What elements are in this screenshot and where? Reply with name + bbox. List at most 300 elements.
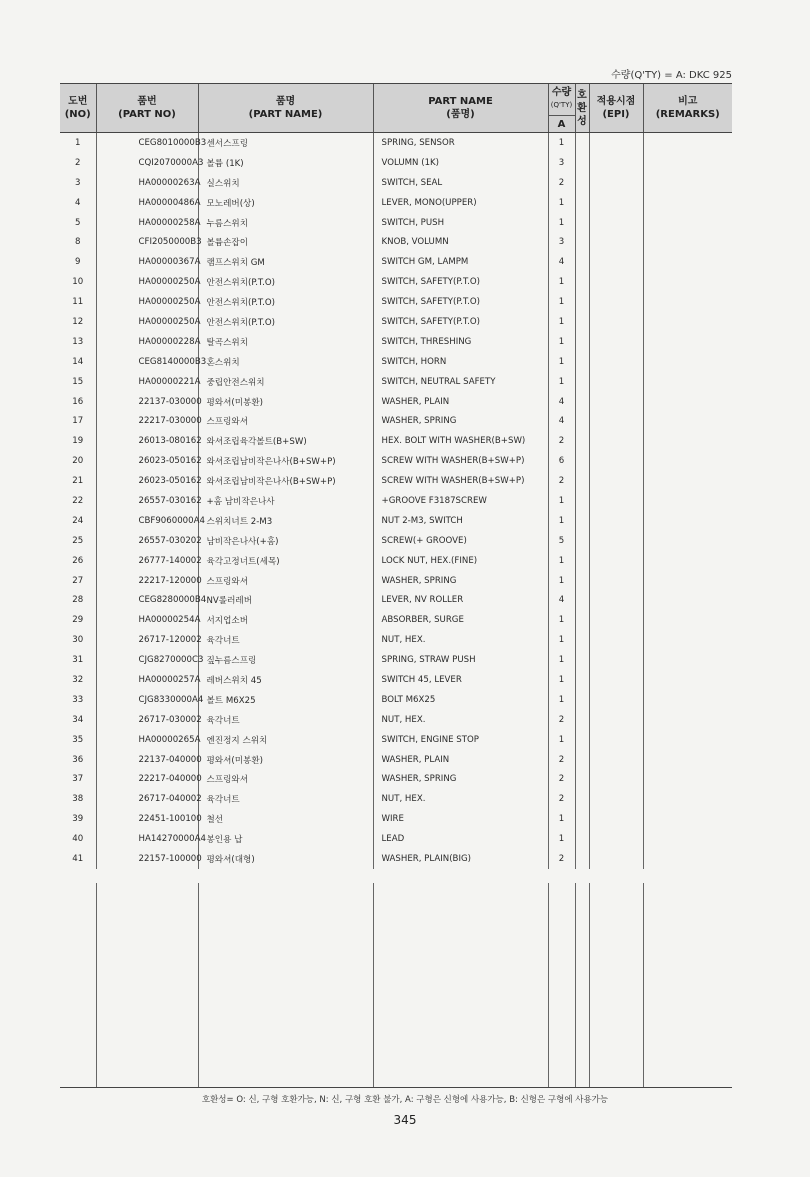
row-part-name-en: SCREW(+ GROOVE) [373, 531, 548, 551]
row-part-no: HA00000486A [96, 193, 198, 213]
table-row [60, 153, 732, 173]
table-row [60, 312, 732, 332]
row-part-name-kr: 레버스위치 45 [198, 670, 373, 690]
row-part-name-en: SWITCH, SAFETY(P.T.O) [373, 292, 548, 312]
row-epi [589, 829, 643, 849]
row-ic [575, 372, 589, 392]
row-part-name-kr: 중립안전스위치 [198, 372, 373, 392]
row-part-name-en: NUT, HEX. [373, 789, 548, 809]
row-remarks [643, 252, 732, 272]
row-remarks [643, 471, 732, 491]
row-no: 15 [72, 376, 84, 387]
row-remarks [643, 372, 732, 392]
row-part-name-kr: 와셔조립남비작은나사(B+SW+P) [198, 471, 373, 491]
row-no: 8 [75, 237, 81, 248]
row-part-name-en: SCREW WITH WASHER(B+SW+P) [373, 471, 548, 491]
table-row [60, 252, 732, 272]
row-epi [589, 690, 643, 710]
row-qty: 1 [548, 571, 575, 591]
row-ic [575, 451, 589, 471]
row-part-name-kr: 봉인용 납 [198, 829, 373, 849]
row-epi [589, 411, 643, 431]
table-row [60, 173, 732, 193]
table-row [60, 590, 732, 610]
row-part-name-en: LEVER, MONO(UPPER) [373, 193, 548, 213]
row-no: 5 [75, 217, 81, 228]
row-part-name-kr: 서지업소버 [198, 610, 373, 630]
row-remarks [643, 531, 732, 551]
row-part-name-en: SPRING, SENSOR [373, 133, 548, 153]
row-no: 38 [72, 794, 84, 805]
row-epi [589, 650, 643, 670]
col-header-qty: 수량 (Q'TY) A [548, 84, 575, 133]
row-qty: 2 [548, 173, 575, 193]
row-part-name-kr: 와셔조립남비작은나사(B+SW+P) [198, 451, 373, 471]
row-part-no: 26777-140002 [96, 551, 198, 571]
row-ic [575, 332, 589, 352]
row-part-name-en: WASHER, SPRING [373, 411, 548, 431]
row-no: 20 [72, 456, 84, 467]
row-epi [589, 551, 643, 571]
row-qty: 1 [548, 511, 575, 531]
row-part-no: HA00000250A [96, 272, 198, 292]
row-part-no: HA00000265A [96, 730, 198, 750]
row-qty: 1 [548, 292, 575, 312]
row-qty: 1 [548, 730, 575, 750]
table-row [60, 750, 732, 770]
row-epi [589, 272, 643, 292]
row-remarks [643, 610, 732, 630]
table-row [60, 272, 732, 292]
row-remarks [643, 750, 732, 770]
row-epi [589, 173, 643, 193]
table-row [60, 770, 732, 790]
row-qty: 2 [548, 710, 575, 730]
row-remarks [643, 809, 732, 829]
row-qty: 2 [548, 471, 575, 491]
row-part-name-kr: 스프링와셔 [198, 411, 373, 431]
row-ic [575, 352, 589, 372]
row-epi [589, 730, 643, 750]
row-ic [575, 690, 589, 710]
row-no: 28 [72, 595, 84, 606]
row-part-name-en: WASHER, PLAIN [373, 750, 548, 770]
row-no: 24 [72, 515, 84, 526]
row-no: 4 [75, 197, 81, 208]
row-epi [589, 451, 643, 471]
row-remarks [643, 431, 732, 451]
row-epi [589, 710, 643, 730]
row-no: 14 [72, 356, 84, 367]
table-row [60, 133, 732, 153]
row-part-no: 26023-050162 [96, 471, 198, 491]
row-ic [575, 232, 589, 252]
row-ic [575, 849, 589, 869]
table-row [60, 829, 732, 849]
row-no: 27 [72, 575, 84, 586]
row-qty: 1 [548, 213, 575, 233]
row-epi [589, 471, 643, 491]
table-row [60, 710, 732, 730]
row-part-name-en: SWITCH, SEAL [373, 173, 548, 193]
row-ic [575, 789, 589, 809]
row-part-name-en: SWITCH 45, LEVER [373, 670, 548, 690]
row-part-name-kr: 혼스위치 [198, 352, 373, 372]
row-remarks [643, 213, 732, 233]
row-part-name-en: KNOB, VOLUMN [373, 232, 548, 252]
row-ic [575, 770, 589, 790]
row-part-name-kr: 평와셔(대형) [198, 849, 373, 869]
row-qty: 1 [548, 809, 575, 829]
row-ic [575, 670, 589, 690]
row-epi [589, 511, 643, 531]
row-ic [575, 531, 589, 551]
row-part-name-kr: +홈 남비작은나사 [198, 491, 373, 511]
row-part-no: 26717-120002 [96, 630, 198, 650]
col-header-part-name-kr: 품명 (PART NAME) [198, 84, 373, 133]
row-no: 39 [72, 814, 84, 825]
row-part-no: HA14270000A4 [96, 829, 198, 849]
row-qty: 1 [548, 272, 575, 292]
table-row [60, 491, 732, 511]
row-part-no: CEG8140000B3 [96, 352, 198, 372]
row-epi [589, 809, 643, 829]
row-qty: 1 [548, 551, 575, 571]
row-epi [589, 590, 643, 610]
table-row [60, 511, 732, 531]
col-header-remarks: 비고 (REMARKS) [643, 84, 732, 133]
row-no: 30 [72, 635, 84, 646]
row-remarks [643, 630, 732, 650]
row-ic [575, 829, 589, 849]
row-qty: 1 [548, 610, 575, 630]
row-part-no: 26013-080162 [96, 431, 198, 451]
row-epi [589, 571, 643, 591]
row-part-name-kr: 램프스위치 GM [198, 252, 373, 272]
row-qty: 4 [548, 392, 575, 412]
row-part-no: HA00000250A [96, 312, 198, 332]
row-no: 11 [72, 297, 84, 308]
row-qty: 2 [548, 431, 575, 451]
table-row [60, 372, 732, 392]
row-part-name-kr: 스프링와셔 [198, 571, 373, 591]
row-part-no: CJG8330000A4 [96, 690, 198, 710]
row-qty: 1 [548, 372, 575, 392]
row-qty: 1 [548, 630, 575, 650]
table-row [60, 789, 732, 809]
row-part-name-kr: 육각너트 [198, 630, 373, 650]
row-no: 10 [72, 277, 84, 288]
row-part-name-kr: 볼트 M6X25 [198, 690, 373, 710]
row-part-name-kr: 평와셔(미봉환) [198, 392, 373, 412]
row-ic [575, 292, 589, 312]
col-header-part-name-en: PART NAME (품명) [373, 84, 548, 133]
row-epi [589, 630, 643, 650]
row-epi [589, 153, 643, 173]
row-part-name-en: LEAD [373, 829, 548, 849]
row-qty: 1 [548, 829, 575, 849]
row-part-no: HA00000258A [96, 213, 198, 233]
row-qty: 1 [548, 332, 575, 352]
row-qty: 1 [548, 491, 575, 511]
row-epi [589, 312, 643, 332]
row-epi [589, 431, 643, 451]
table-row [60, 392, 732, 412]
row-no: 16 [72, 396, 84, 407]
row-remarks [643, 193, 732, 213]
row-part-no: HA00000367A [96, 252, 198, 272]
quantity-model-note: 수량(Q'TY) = A: DKC 925 [611, 70, 732, 81]
row-no: 19 [72, 436, 84, 447]
table-row [60, 610, 732, 630]
row-remarks [643, 232, 732, 252]
row-part-no: HA00000257A [96, 670, 198, 690]
row-remarks [643, 511, 732, 531]
col-header-epi: 적용시점 (EPI) [589, 84, 643, 133]
row-ic [575, 133, 589, 153]
row-no: 37 [72, 774, 84, 785]
row-epi [589, 770, 643, 790]
row-part-name-kr: 실스위치 [198, 173, 373, 193]
row-part-name-en: BOLT M6X25 [373, 690, 548, 710]
row-ic [575, 252, 589, 272]
row-qty: 1 [548, 670, 575, 690]
row-remarks [643, 491, 732, 511]
row-part-name-en: SWITCH, HORN [373, 352, 548, 372]
row-part-name-kr: 볼륨손잡이 [198, 232, 373, 252]
row-qty: 6 [548, 451, 575, 471]
row-part-no: 22217-040000 [96, 770, 198, 790]
table-row [60, 193, 732, 213]
row-part-name-kr: NV롤러레버 [198, 590, 373, 610]
row-no: 40 [72, 834, 84, 845]
row-part-name-en: SWITCH, SAFETY(P.T.O) [373, 272, 548, 292]
row-part-name-en: NUT 2-M3, SWITCH [373, 511, 548, 531]
row-part-no: HA00000263A [96, 173, 198, 193]
row-no: 36 [72, 754, 84, 765]
row-epi [589, 332, 643, 352]
row-no: 21 [72, 476, 84, 487]
row-ic [575, 431, 589, 451]
table-row [60, 630, 732, 650]
row-remarks [643, 411, 732, 431]
table-row [60, 571, 732, 591]
row-ic [575, 551, 589, 571]
col-header-ic [575, 84, 589, 133]
row-remarks [643, 292, 732, 312]
table-row [60, 471, 732, 491]
row-part-no: 26717-040002 [96, 789, 198, 809]
row-remarks [643, 133, 732, 153]
row-part-name-kr: 모노레버(상) [198, 193, 373, 213]
table-row [60, 730, 732, 750]
row-part-no: 22217-030000 [96, 411, 198, 431]
row-no: 32 [72, 674, 84, 685]
row-epi [589, 531, 643, 551]
row-remarks [643, 770, 732, 790]
table-row [60, 292, 732, 312]
row-part-name-en: SWITCH, ENGINE STOP [373, 730, 548, 750]
row-part-no: CEG8010000B3 [96, 133, 198, 153]
row-part-name-kr: 안전스위치(P.T.O) [198, 272, 373, 292]
row-part-name-en: WASHER, PLAIN(BIG) [373, 849, 548, 869]
row-epi [589, 372, 643, 392]
row-qty: 4 [548, 590, 575, 610]
row-part-name-kr: 육각너트 [198, 789, 373, 809]
row-remarks [643, 710, 732, 730]
table-row [60, 232, 732, 252]
row-qty: 2 [548, 849, 575, 869]
row-no: 33 [72, 694, 84, 705]
row-part-name-en: SWITCH, PUSH [373, 213, 548, 233]
page-number: 345 [393, 1113, 417, 1127]
table-row [60, 411, 732, 431]
row-part-name-en: SPRING, STRAW PUSH [373, 650, 548, 670]
row-remarks [643, 451, 732, 471]
row-remarks [643, 829, 732, 849]
row-part-name-en: NUT, HEX. [373, 710, 548, 730]
row-part-name-kr: 엔진정지 스위치 [198, 730, 373, 750]
row-part-name-en: WASHER, PLAIN [373, 392, 548, 412]
row-part-name-kr: 스프링와셔 [198, 770, 373, 790]
table-row [60, 849, 732, 869]
row-remarks [643, 730, 732, 750]
row-epi [589, 392, 643, 412]
row-epi [589, 193, 643, 213]
row-ic [575, 411, 589, 431]
table-row [60, 352, 732, 372]
row-ic [575, 630, 589, 650]
row-ic [575, 392, 589, 412]
table-row [60, 213, 732, 233]
row-no: 26 [72, 555, 84, 566]
row-part-no: 26557-030202 [96, 531, 198, 551]
row-part-no: CFI2050000B3 [96, 232, 198, 252]
row-ic [575, 730, 589, 750]
row-qty: 1 [548, 352, 575, 372]
row-ic [575, 312, 589, 332]
row-no: 34 [72, 714, 84, 725]
row-ic [575, 471, 589, 491]
row-no: 3 [75, 177, 81, 188]
row-remarks [643, 312, 732, 332]
row-part-no: 26717-030002 [96, 710, 198, 730]
table-row [60, 690, 732, 710]
row-part-name-kr: 스위치너트 2-M3 [198, 511, 373, 531]
col-header-part-no: 품번 (PART NO) [96, 84, 198, 133]
row-qty: 5 [548, 531, 575, 551]
row-no: 22 [72, 495, 84, 506]
row-part-name-kr: 철선 [198, 809, 373, 829]
row-epi [589, 252, 643, 272]
row-epi [589, 133, 643, 153]
row-part-no: CQI2070000A3 [96, 153, 198, 173]
row-part-name-kr: 누름스위치 [198, 213, 373, 233]
row-ic [575, 272, 589, 292]
row-remarks [643, 670, 732, 690]
row-no: 12 [72, 316, 84, 327]
row-part-name-kr: 짚누름스프링 [198, 650, 373, 670]
row-part-name-kr: 센서스프링 [198, 133, 373, 153]
row-part-no: 22157-100000 [96, 849, 198, 869]
row-remarks [643, 849, 732, 869]
table-row [60, 670, 732, 690]
row-part-name-en: ABSORBER, SURGE [373, 610, 548, 630]
table-row [60, 431, 732, 451]
compatibility-footnote: 호환성= O: 신, 구형 호환가능, N: 신, 구형 호환 불가, A: 구형은 신형에 사용가능, B: 신형은 구형에 사용가능 [201, 1095, 609, 1105]
table-header-row [60, 84, 732, 133]
row-no: 31 [72, 655, 84, 666]
row-ic [575, 193, 589, 213]
row-part-name-en: WASHER, SPRING [373, 571, 548, 591]
row-part-no: CEG8280000B4 [96, 590, 198, 610]
row-part-no: HA00000254A [96, 610, 198, 630]
parts-list-sheet [60, 83, 732, 1088]
row-no: 9 [75, 257, 81, 268]
table-row [60, 531, 732, 551]
row-part-name-en: NUT, HEX. [373, 630, 548, 650]
row-part-name-en: LOCK NUT, HEX.(FINE) [373, 551, 548, 571]
row-ic [575, 650, 589, 670]
row-remarks [643, 332, 732, 352]
row-qty: 2 [548, 750, 575, 770]
row-no: 41 [72, 854, 84, 864]
row-ic [575, 809, 589, 829]
row-part-name-kr: 육각고정너트(세목) [198, 551, 373, 571]
row-remarks [643, 551, 732, 571]
row-part-name-en: SWITCH, SAFETY(P.T.O) [373, 312, 548, 332]
row-ic [575, 610, 589, 630]
row-remarks [643, 789, 732, 809]
row-part-no: CBF9060000A4 [96, 511, 198, 531]
row-part-no: CJG8270000C3 [96, 650, 198, 670]
row-part-name-en: LEVER, NV ROLLER [373, 590, 548, 610]
row-part-no: 26557-030162 [96, 491, 198, 511]
row-no: 13 [72, 336, 84, 347]
row-epi [589, 750, 643, 770]
row-remarks [643, 352, 732, 372]
table-row [60, 551, 732, 571]
row-no: 2 [75, 157, 81, 168]
row-remarks [643, 590, 732, 610]
row-part-name-en: WIRE [373, 809, 548, 829]
row-part-name-kr: 평와셔(미봉환) [198, 750, 373, 770]
row-remarks [643, 173, 732, 193]
row-no: 1 [75, 137, 81, 148]
row-no: 35 [72, 734, 84, 745]
row-epi [589, 292, 643, 312]
row-part-name-en: SWITCH, NEUTRAL SAFETY [373, 372, 548, 392]
row-qty: 1 [548, 193, 575, 213]
row-ic [575, 710, 589, 730]
row-part-no: 22137-040000 [96, 750, 198, 770]
row-part-no: 22451-100100 [96, 809, 198, 829]
row-qty: 3 [548, 232, 575, 252]
empty-table-area [60, 883, 732, 1087]
row-no: 29 [72, 615, 84, 626]
row-no: 25 [72, 535, 84, 546]
row-remarks [643, 392, 732, 412]
row-ic [575, 491, 589, 511]
row-part-name-kr: 볼륨 (1K) [198, 153, 373, 173]
row-epi [589, 232, 643, 252]
row-part-no: HA00000228A [96, 332, 198, 352]
row-remarks [643, 650, 732, 670]
row-qty: 1 [548, 650, 575, 670]
row-qty: 1 [548, 690, 575, 710]
row-no: 17 [72, 416, 84, 427]
row-part-name-en: SCREW WITH WASHER(B+SW+P) [373, 451, 548, 471]
